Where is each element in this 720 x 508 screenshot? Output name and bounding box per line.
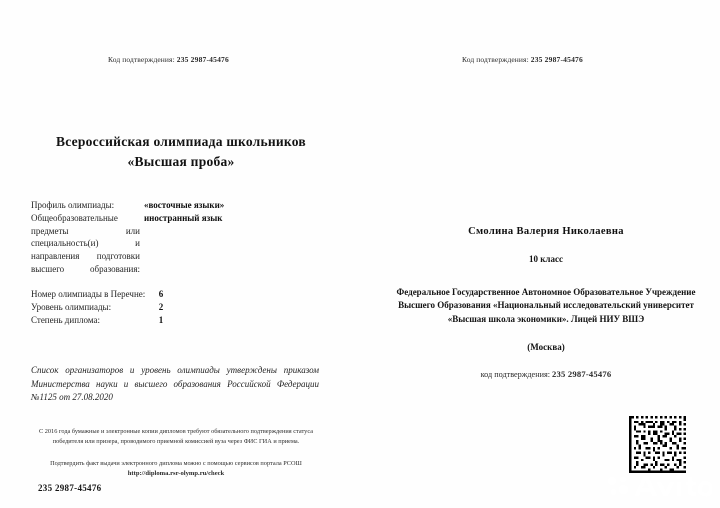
portal-note [30,459,322,479]
profile-value: «восточные языки» [144,200,225,210]
portal-url[interactable]: http://diploma.rsr-olymp.ru/check [127,469,225,477]
olympiad-level-label: Уровень олимпиады: [31,301,112,312]
organizers-note: Список организаторов и уровень олимпиады утверждены приказом Министерства науки и высшего образования Российской Федерации №1125 от 27.08.2020 [31,365,319,402]
header-code-right-label: Код подтверждения: [462,55,529,64]
recipient-grade: 10 класс [529,254,563,264]
fine-print-note: С 2016 года бумажные и электронные копии дипломов требуют обязательного подтверждения статуса победителя или призера, проводимого приемной комиссией вуза через ФИС ГИА и приема. [38,428,313,445]
subjects-label: Общеобразовательные предметы или специальность(и) и направления подготовки высшего образования: [31,212,140,274]
right-confirmation-code [396,369,696,379]
page-title: Всероссийская олимпиада школьников «Высшая проба» [56,134,306,169]
header-code-left-label: Код подтверждения: [108,55,175,64]
header-code-left-value: 235 2987-45476 [176,55,229,64]
right-code-value: 235 2987-45476 [552,368,612,379]
portal-text: Подтвердить факт выдачи электронного диплома можно с помощью сервисов портала РСОШ [50,460,302,467]
diploma-degree-value: 1 [158,314,164,325]
institution-name: Федеральное Государственное Автономное Образовательное Учреждение Высшего Образования «Национальный исследовательский университет «Высшая школа экономики». Лицей НИУ ВШЭ [396,287,696,324]
institution-city: (Москва) [527,341,565,352]
diploma-degree-label: Степень диплома: [31,314,100,325]
profile-row [31,199,259,212]
subjects-row [31,212,259,276]
subjects-value: иностранный язык [144,212,223,223]
avito-watermark-logo [600,470,712,504]
profile-label: Профиль олимпиады: [31,200,115,210]
number-in-list-label: Номер олимпиады в Перечне: [31,288,146,299]
left-column [31,199,259,327]
olympiad-level-value: 2 [158,301,164,312]
header-code-right-value: 235 2987-45476 [530,55,583,64]
right-column [396,226,696,379]
right-code-label: код подтверждения: [480,369,550,379]
recipient-name: Смолина Валерия Николаевна [468,226,624,237]
header-code-left [108,55,229,64]
olympiad-numbers [31,288,259,327]
bottom-confirmation-code: 235 2987-45476 [38,483,102,493]
header-code-right [462,55,583,64]
qr-code-icon [629,416,686,473]
number-in-list-value: 6 [158,288,164,299]
